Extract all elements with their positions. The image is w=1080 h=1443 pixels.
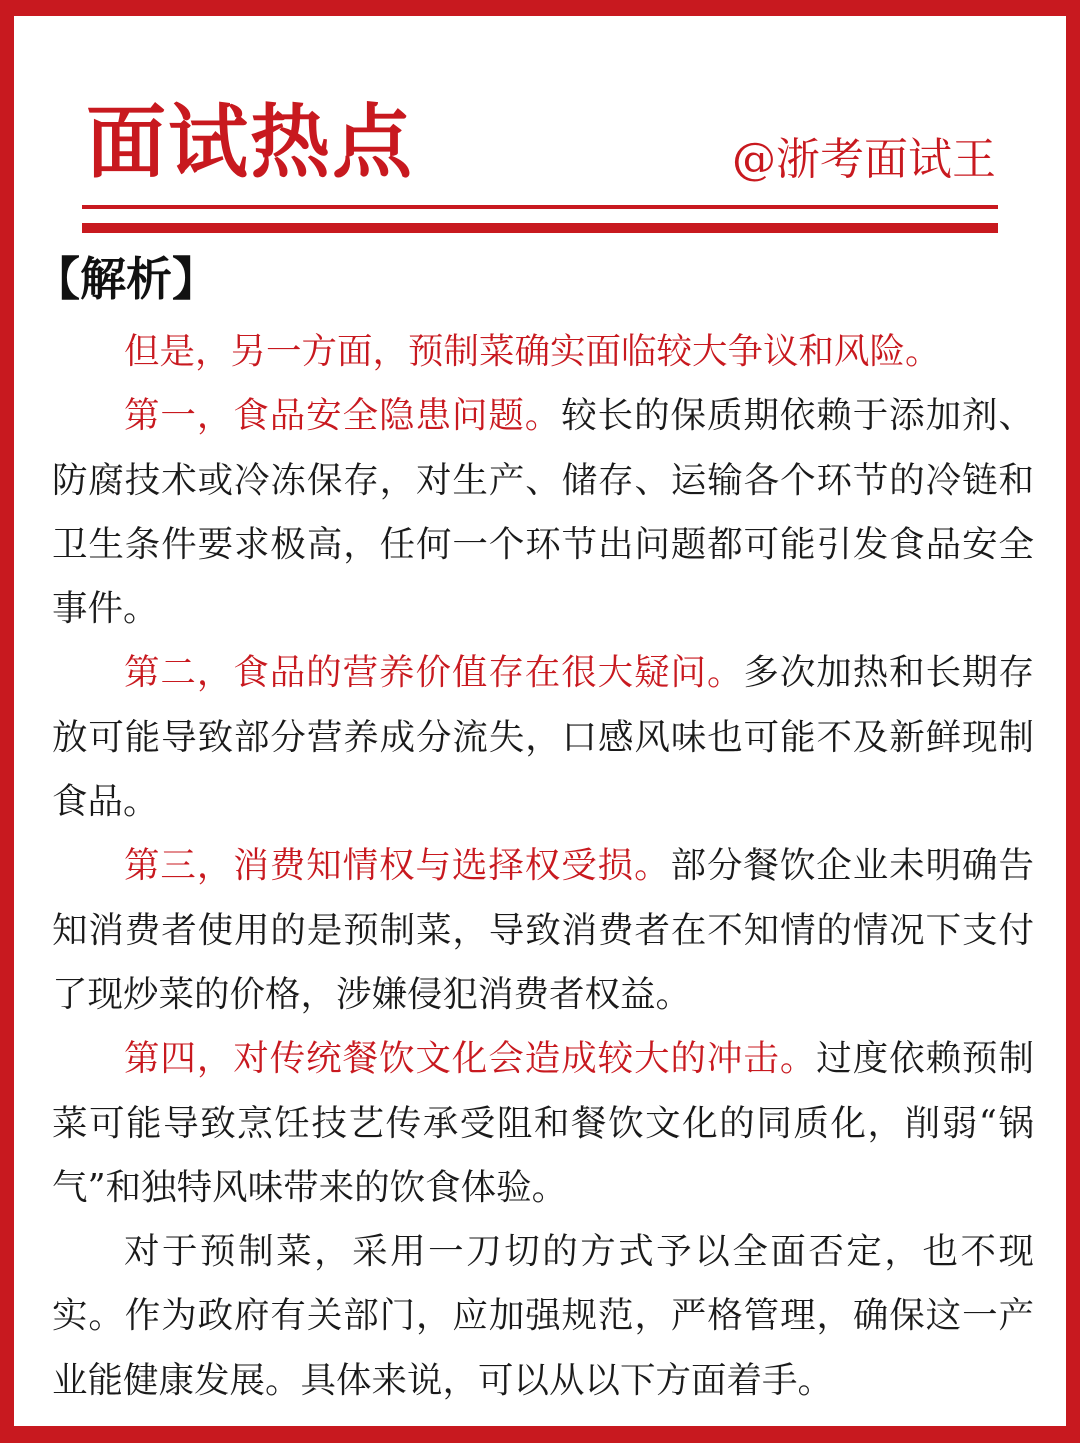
paragraph-text: 过度依赖预制菜可能导致烹饪技艺传承受阻和餐饮文化的同质化，削弱“锅气”和独特风味带来的饮食体验。 — [52, 1038, 1034, 1208]
paragraph-lead: 第四，对传统餐饮文化会造成较大的冲击。 — [124, 1038, 817, 1080]
paragraph — [52, 384, 1034, 641]
paragraph-text: 多次加热和长期存放可能导致部分营养成分流失，口感风味也可能不及新鲜现制食品。 — [52, 652, 1034, 823]
article-body — [52, 320, 1034, 1413]
author-handle: @浙考面试王 — [732, 134, 996, 185]
paragraph-lead: 但是，另一方面，预制菜确实面临较大争议和风险。 — [124, 331, 941, 372]
page — [14, 16, 1066, 1426]
paragraph — [52, 1220, 1034, 1413]
paragraph-text: 对于预制菜，采用一刀切的方式予以全面否定，也不现实。作为政府有关部门，应加强规范，严格管理，确保这一产业能健康发展。具体来说，可以从以下方面着手。 — [52, 1231, 1034, 1401]
section-label: 【解析】 — [34, 252, 218, 306]
divider-thin — [82, 205, 998, 209]
paragraph — [52, 641, 1034, 834]
paragraph-lead: 第二，食品的营养价值存在很大疑问。 — [124, 652, 744, 694]
paragraph — [52, 320, 1034, 384]
paragraph-text: 部分餐饮企业未明确告知消费者使用的是预制菜，导致消费者在不知情的情况下支付了现炒菜的价格，涉嫌侵犯消费者权益。 — [52, 845, 1034, 1015]
paragraph-lead: 第一，食品安全隐患问题。 — [124, 395, 562, 437]
paragraph-text: 较长的保质期依赖于添加剂、防腐技术或冷冻保存，对生产、储存、运输各个环节的冷链和卫生条件要求极高，任何一个环节出问题都可能引发食品安全事件。 — [52, 395, 1034, 630]
paragraph-lead: 第三，消费知情权与选择权受损。 — [124, 845, 671, 887]
divider-thick — [82, 223, 998, 233]
paragraph — [52, 1027, 1034, 1220]
page-title: 面试热点 — [86, 95, 414, 189]
paragraph — [52, 834, 1034, 1027]
